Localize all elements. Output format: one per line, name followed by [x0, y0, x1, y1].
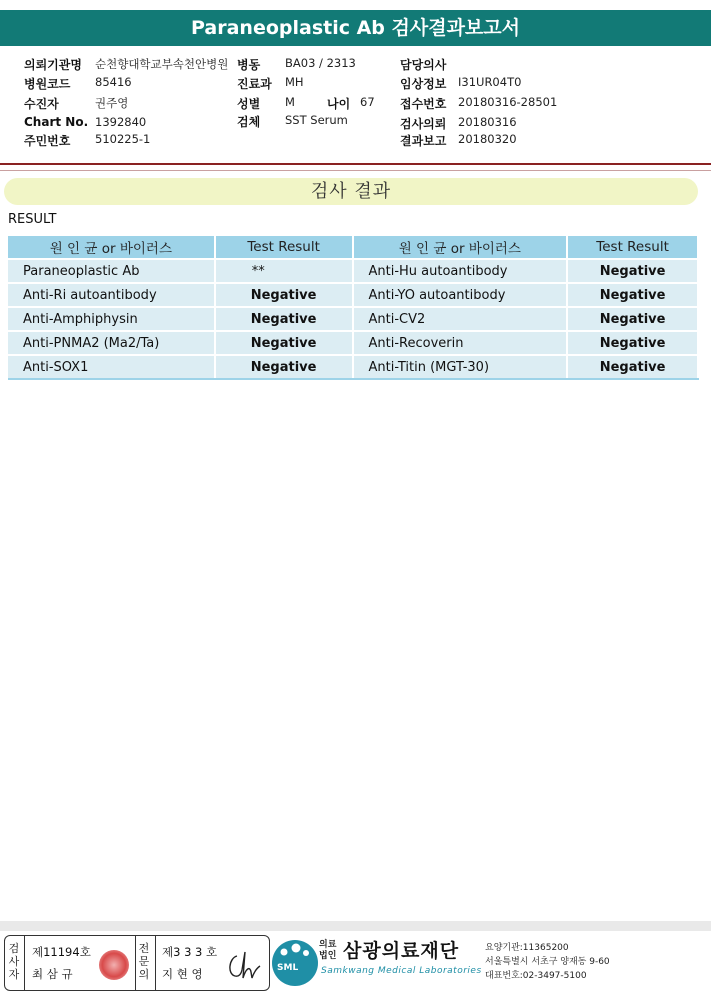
header-result-2: Test Result [567, 236, 698, 259]
official-seal [99, 950, 129, 980]
tester-name: 최 삼 규 [32, 967, 73, 981]
test-result: Negative [567, 283, 698, 307]
divider [135, 936, 136, 990]
org-type: 의료 법인 [319, 940, 337, 961]
test-name: Anti-CV2 [353, 307, 568, 331]
pathologist-name: 지 현 영 [162, 967, 203, 981]
institution-value: 순천향대학교부속천안병원 [95, 57, 229, 71]
resident-no-value: 510225-1 [95, 132, 151, 146]
tester-label: 검 사 자 [8, 942, 20, 981]
logo-text: SML [277, 963, 299, 973]
department-value: MH [285, 75, 304, 89]
test-result: Negative [567, 259, 698, 283]
hospital-code-value: 85416 [95, 75, 132, 89]
handwritten-signature [223, 944, 265, 984]
pathologist-license-no: 제3 3 3 호 [162, 945, 218, 959]
divider [155, 936, 156, 990]
test-name: Anti-PNMA2 (Ma2/Ta) [8, 331, 215, 355]
report-date-label: 결과보고 [400, 134, 447, 148]
test-name: Anti-Ri autoantibody [8, 283, 215, 307]
chart-no-label: Chart No. [24, 115, 89, 129]
patient-label: 수진자 [24, 97, 59, 111]
org-phone: 대표번호:02-3497-5100 [485, 971, 587, 981]
age-label: 나이 [327, 97, 351, 111]
test-result: Negative [215, 307, 353, 331]
signature-box [4, 935, 270, 991]
test-name: Anti-Recoverin [353, 331, 568, 355]
header-organism-2: 원 인 균 or 바이러스 [353, 236, 568, 259]
table-header-row [8, 236, 698, 259]
report-title: Paraneoplastic Ab 검사결과보고서 [0, 10, 711, 46]
report-date-value: 20180320 [458, 132, 517, 146]
test-name: Anti-Amphiphysin [8, 307, 215, 331]
table-row [8, 307, 698, 331]
tester-license-no: 제11194호 [32, 945, 91, 959]
chart-no-value: 1392840 [95, 115, 147, 129]
test-name: Anti-Titin (MGT-30) [353, 355, 568, 379]
test-name: Anti-YO autoantibody [353, 283, 568, 307]
result-label: RESULT [8, 212, 57, 227]
org-name-english: Samkwang Medical Laboratories [321, 966, 482, 976]
header-divider-thin [0, 170, 711, 171]
request-date-value: 20180316 [458, 115, 517, 129]
ward-label: 병동 [237, 58, 261, 72]
receipt-no-value: 20180316-28501 [458, 95, 558, 109]
receipt-no-label: 접수번호 [400, 97, 447, 111]
specimen-value: SST Serum [285, 113, 348, 127]
section-heading: 검사 결과 [4, 178, 698, 205]
test-result: Negative [215, 355, 353, 379]
age-value: 67 [360, 95, 375, 109]
pathologist-label: 전 문 의 [138, 942, 150, 981]
clinical-info-value: I31UR04T0 [458, 75, 522, 89]
test-name: Paraneoplastic Ab [8, 259, 215, 283]
table-row [8, 283, 698, 307]
footer-band [0, 921, 711, 931]
header-divider [0, 163, 711, 165]
table-row [8, 355, 698, 379]
test-result: Negative [215, 331, 353, 355]
patient-value: 권주영 [95, 96, 129, 110]
test-name: Anti-Hu autoantibody [353, 259, 568, 283]
department-label: 진료과 [237, 77, 272, 91]
sex-label: 성별 [237, 97, 261, 111]
org-code: 요양기관:11365200 [485, 943, 569, 953]
request-date-label: 검사의뢰 [400, 117, 447, 131]
test-result: ** [215, 259, 353, 283]
header-organism-1: 원 인 균 or 바이러스 [8, 236, 215, 259]
ward-value: BA03 / 2313 [285, 56, 356, 70]
resident-no-label: 주민번호 [24, 134, 71, 148]
divider [24, 936, 25, 990]
test-result: Negative [567, 331, 698, 355]
org-address: 서울특별시 서초구 양재동 9-60 [485, 957, 610, 967]
result-table [8, 236, 699, 380]
table-row [8, 259, 698, 283]
specimen-label: 검체 [237, 115, 261, 129]
test-result: Negative [567, 307, 698, 331]
test-result: Negative [567, 355, 698, 379]
hospital-code-label: 병원코드 [24, 77, 71, 91]
doctor-label: 담당의사 [400, 58, 447, 72]
institution-label: 의뢰기관명 [24, 58, 82, 72]
table-row [8, 331, 698, 355]
test-name: Anti-SOX1 [8, 355, 215, 379]
sex-value: M [285, 95, 295, 109]
header-result-1: Test Result [215, 236, 353, 259]
test-result: Negative [215, 283, 353, 307]
clinical-info-label: 임상정보 [400, 77, 447, 91]
org-name: 삼광의료재단 [343, 940, 460, 962]
patient-info-panel [0, 52, 711, 152]
